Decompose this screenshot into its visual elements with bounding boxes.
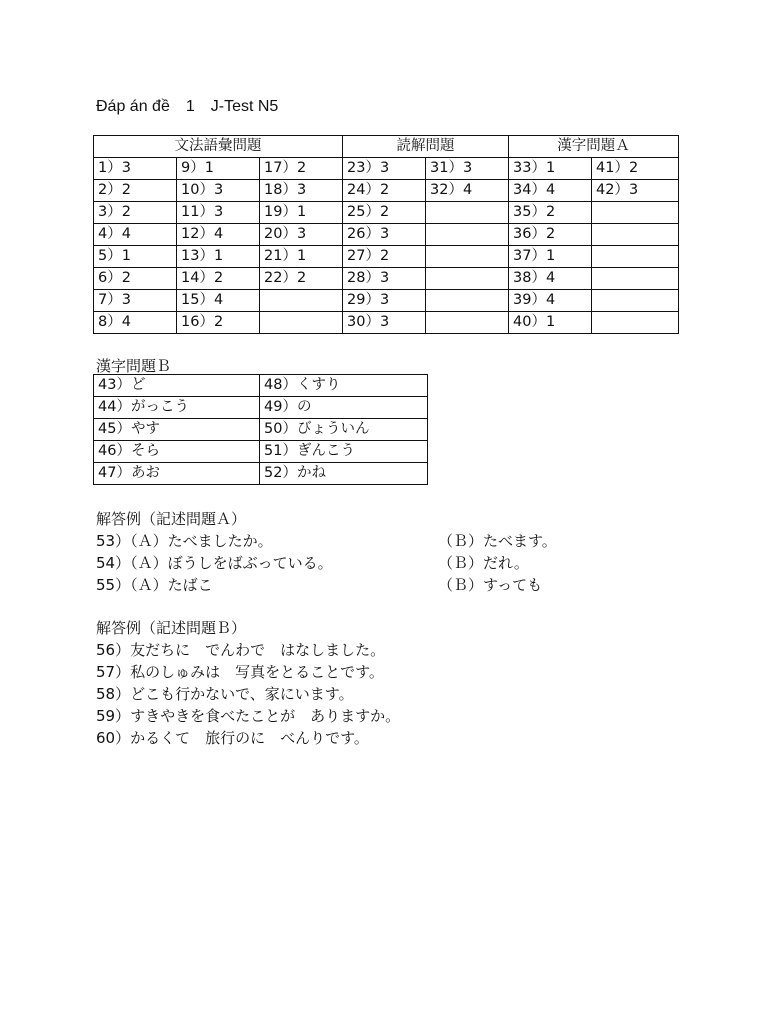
table-row (94, 441, 428, 463)
answer-cell: 8）4 (94, 312, 177, 334)
answer-cell: 15）4 (177, 290, 260, 312)
answer-cell: 45）やす (94, 419, 260, 441)
answer-60: 60）かるくて 旅行のに べんりです。 (96, 729, 369, 747)
answer-cell: 27）2 (343, 246, 426, 268)
table-row (94, 312, 679, 334)
answer-cell: 18）3 (260, 180, 343, 202)
section-b-label: 解答例（記述問題Ｂ） (96, 619, 247, 637)
answer-cell (426, 290, 509, 312)
answer-cell: 5）1 (94, 246, 177, 268)
answer-cell: 35）2 (509, 202, 592, 224)
answer-cell: 6）2 (94, 268, 177, 290)
answer-cell: 36）2 (509, 224, 592, 246)
table-row (94, 290, 679, 312)
answer-cell (426, 268, 509, 290)
table-row (94, 202, 679, 224)
answer-cell: 24）2 (343, 180, 426, 202)
answer-cell (426, 224, 509, 246)
answer-cell: 23）3 (343, 158, 426, 180)
answer-cell: 50）びょういん (260, 419, 428, 441)
answer-cell: 10）3 (177, 180, 260, 202)
kanji-b-label: 漢字問題Ｂ (96, 357, 172, 375)
answer-cell: 19）1 (260, 202, 343, 224)
answer-cell (592, 246, 679, 268)
answer-cell: 51）ぎんこう (260, 441, 428, 463)
answer-cell (426, 246, 509, 268)
answer-54-a: 54）（Ａ）ぼうしをばぶっている。 (96, 554, 333, 572)
table-row (94, 224, 679, 246)
answer-cell: 37）1 (509, 246, 592, 268)
answer-cell: 4）4 (94, 224, 177, 246)
answer-55-a: 55）（Ａ）たばこ (96, 576, 213, 594)
answer-cell: 39）4 (509, 290, 592, 312)
answer-cell (592, 312, 679, 334)
answer-cell: 29）3 (343, 290, 426, 312)
answer-53-b: （Ｂ）たべます。 (438, 532, 557, 550)
answer-cell: 41）2 (592, 158, 679, 180)
answer-cell: 48）くすり (260, 375, 428, 397)
table-row (94, 246, 679, 268)
answer-cell: 12）4 (177, 224, 260, 246)
answer-cell: 38）4 (509, 268, 592, 290)
answer-cell: 42）3 (592, 180, 679, 202)
answer-cell (260, 290, 343, 312)
answer-cell: 32）4 (426, 180, 509, 202)
answer-cell (592, 290, 679, 312)
answer-cell: 47）あお (94, 463, 260, 485)
answer-cell (426, 312, 509, 334)
answer-59: 59）すきやきを食べたことが ありますか。 (96, 707, 401, 725)
answer-54-b: （Ｂ）だれ。 (438, 554, 529, 572)
header-reading: 読解問題 (343, 136, 509, 158)
answer-cell: 14）2 (177, 268, 260, 290)
table-row (94, 268, 679, 290)
answer-56: 56）友だちに でんわで はなしました。 (96, 641, 386, 659)
answer-table-main (93, 135, 679, 334)
answer-cell: 40）1 (509, 312, 592, 334)
header-kanji-a: 漢字問題Ａ (509, 136, 679, 158)
answer-cell: 9）1 (177, 158, 260, 180)
answer-cell: 1）3 (94, 158, 177, 180)
answer-cell: 46）そら (94, 441, 260, 463)
header-grammar-vocab: 文法語彙問題 (94, 136, 343, 158)
answer-cell: 17）2 (260, 158, 343, 180)
table-row (94, 158, 679, 180)
table-row (94, 419, 428, 441)
answer-cell: 28）3 (343, 268, 426, 290)
answer-cell: 22）2 (260, 268, 343, 290)
answer-cell: 13）1 (177, 246, 260, 268)
answer-cell: 3）2 (94, 202, 177, 224)
section-a-label: 解答例（記述問題Ａ） (96, 510, 247, 528)
answer-cell: 26）3 (343, 224, 426, 246)
answer-cell: 34）4 (509, 180, 592, 202)
answer-cell: 30）3 (343, 312, 426, 334)
answer-57: 57）私のしゅみは 写真をとることです。 (96, 663, 384, 681)
answer-cell: 16）2 (177, 312, 260, 334)
answer-cell: 49）の (260, 397, 428, 419)
answer-cell: 31）3 (426, 158, 509, 180)
answer-cell: 2）2 (94, 180, 177, 202)
answer-cell: 11）3 (177, 202, 260, 224)
page-title: Đáp án đề 1 J-Test N5 (96, 98, 279, 115)
answer-cell: 52）かね (260, 463, 428, 485)
answer-cell: 33）1 (509, 158, 592, 180)
answer-cell (426, 202, 509, 224)
answer-58: 58）どこも行かないで、家にいます。 (96, 685, 354, 703)
answer-cell (592, 268, 679, 290)
answer-cell (260, 312, 343, 334)
answer-table-kanji-b (93, 374, 428, 485)
table-row (94, 375, 428, 397)
table-row (94, 397, 428, 419)
answer-cell: 25）2 (343, 202, 426, 224)
answer-cell: 21）1 (260, 246, 343, 268)
table-row (94, 463, 428, 485)
answer-cell (592, 224, 679, 246)
answer-cell: 7）3 (94, 290, 177, 312)
answer-55-b: （Ｂ）すっても (438, 576, 543, 594)
answer-cell: 44）がっこう (94, 397, 260, 419)
answer-cell (592, 202, 679, 224)
answer-53-a: 53）（Ａ）たべましたか。 (96, 532, 273, 550)
answer-cell: 43）ど (94, 375, 260, 397)
answer-cell: 20）3 (260, 224, 343, 246)
table-row (94, 180, 679, 202)
